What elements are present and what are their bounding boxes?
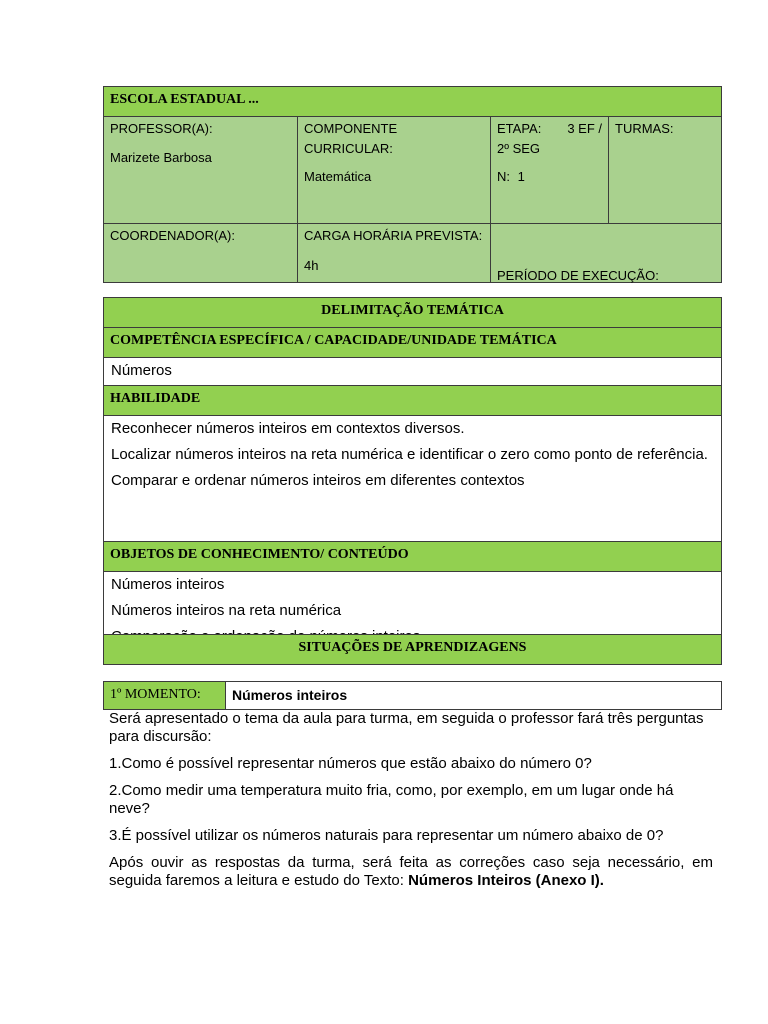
- componente-label-1: COMPONENTE: [304, 121, 398, 136]
- componente-value: Matemática: [304, 169, 372, 184]
- etapa-line: [497, 119, 602, 139]
- momento-text: [109, 710, 713, 899]
- momento-question-2: 2.Como medir uma temperatura muito fria, como, por exemplo, em um lugar onde há neve?: [109, 782, 674, 817]
- objeto-item: Números inteiros: [111, 576, 225, 593]
- n-value: 1: [517, 169, 525, 184]
- professor-label: PROFESSOR(A):: [110, 121, 213, 136]
- componente-label-2: CURRICULAR:: [304, 141, 393, 156]
- professor-row: [103, 117, 722, 224]
- habilidade-title-row: [103, 386, 722, 416]
- n-line: [497, 167, 602, 187]
- momento-row: [103, 681, 722, 710]
- competencia-value: Números: [104, 358, 721, 385]
- header-table: [103, 86, 722, 283]
- periodo-cell: [490, 224, 721, 282]
- delimitacao-table: [103, 297, 722, 652]
- carga-cell: [297, 224, 490, 282]
- habilidade-list: [104, 416, 721, 541]
- school-row: [103, 86, 722, 117]
- situacoes-row: [103, 634, 722, 665]
- momento-title: Números inteiros: [225, 682, 721, 709]
- coordenador-row: [103, 224, 722, 283]
- carga-label: CARGA HORÁRIA PREVISTA:: [304, 228, 483, 243]
- objeto-item: Números inteiros na reta numérica: [111, 602, 342, 619]
- etapa-seg: 2º SEG: [497, 141, 541, 156]
- momento-closing-bold: Números Inteiros (Anexo I).: [408, 872, 604, 889]
- componente-cell: [297, 117, 490, 223]
- objetos-title-row: [103, 542, 722, 572]
- situacoes-title: SITUAÇÕES DE APRENDIZAGENS: [104, 635, 721, 664]
- professor-name: Marizete Barbosa: [110, 150, 212, 165]
- momento-intro: Será apresentado o tema da aula para turma, em seguida o professor fará três perguntas para discursão:: [109, 710, 704, 745]
- carga-value: 4h: [304, 258, 319, 273]
- professor-cell: [104, 117, 297, 223]
- etapa-label: ETAPA:: [497, 121, 542, 136]
- school-name: ESCOLA ESTADUAL ...: [104, 87, 721, 116]
- habilidade-title: HABILIDADE: [104, 386, 721, 415]
- momento-question-1: 1.Como é possível representar números que estão abaixo do número 0?: [109, 755, 592, 772]
- turmas-cell: [608, 117, 721, 223]
- objetos-title: OBJETOS DE CONHECIMENTO/ CONTEÚDO: [104, 542, 721, 571]
- momento-question-3: 3.É possível utilizar os números naturais para representar um número abaixo de 0?: [109, 827, 664, 844]
- etapa-value: 3 EF /: [567, 121, 602, 136]
- turmas-label: TURMAS:: [615, 121, 674, 136]
- etapa-cell: [490, 117, 608, 223]
- competencia-value-row: [103, 358, 722, 386]
- delimitacao-title-row: [103, 297, 722, 328]
- momento-closing: [109, 854, 713, 890]
- coordenador-label: COORDENADOR(A):: [110, 228, 235, 243]
- competencia-title-row: [103, 328, 722, 358]
- habilidade-item: Localizar números inteiros na reta numérica e identificar o zero como ponto de referência.: [111, 446, 708, 463]
- habilidade-item: Reconhecer números inteiros em contextos diversos.: [111, 420, 465, 437]
- delimitacao-title: DELIMITAÇÃO TEMÁTICA: [104, 298, 721, 327]
- coordenador-cell: [104, 224, 297, 282]
- competencia-title: COMPETÊNCIA ESPECÍFICA / CAPACIDADE/UNIDADE TEMÁTICA: [104, 328, 721, 357]
- n-label: N:: [497, 169, 510, 184]
- habilidade-list-row: [103, 416, 722, 542]
- habilidade-item: Comparar e ordenar números inteiros em diferentes contextos: [111, 472, 525, 489]
- momento-closing-text: Após ouvir as respostas da turma, será feita as correções caso seja necessário, em seguida faremos a leitura e estudo do Texto:: [109, 854, 713, 889]
- momento-label: 1º MOMENTO:: [104, 682, 225, 709]
- periodo-label: PERÍODO DE EXECUÇÃO:: [497, 268, 659, 283]
- situacoes-table: [103, 634, 722, 665]
- momento-table: [103, 681, 722, 710]
